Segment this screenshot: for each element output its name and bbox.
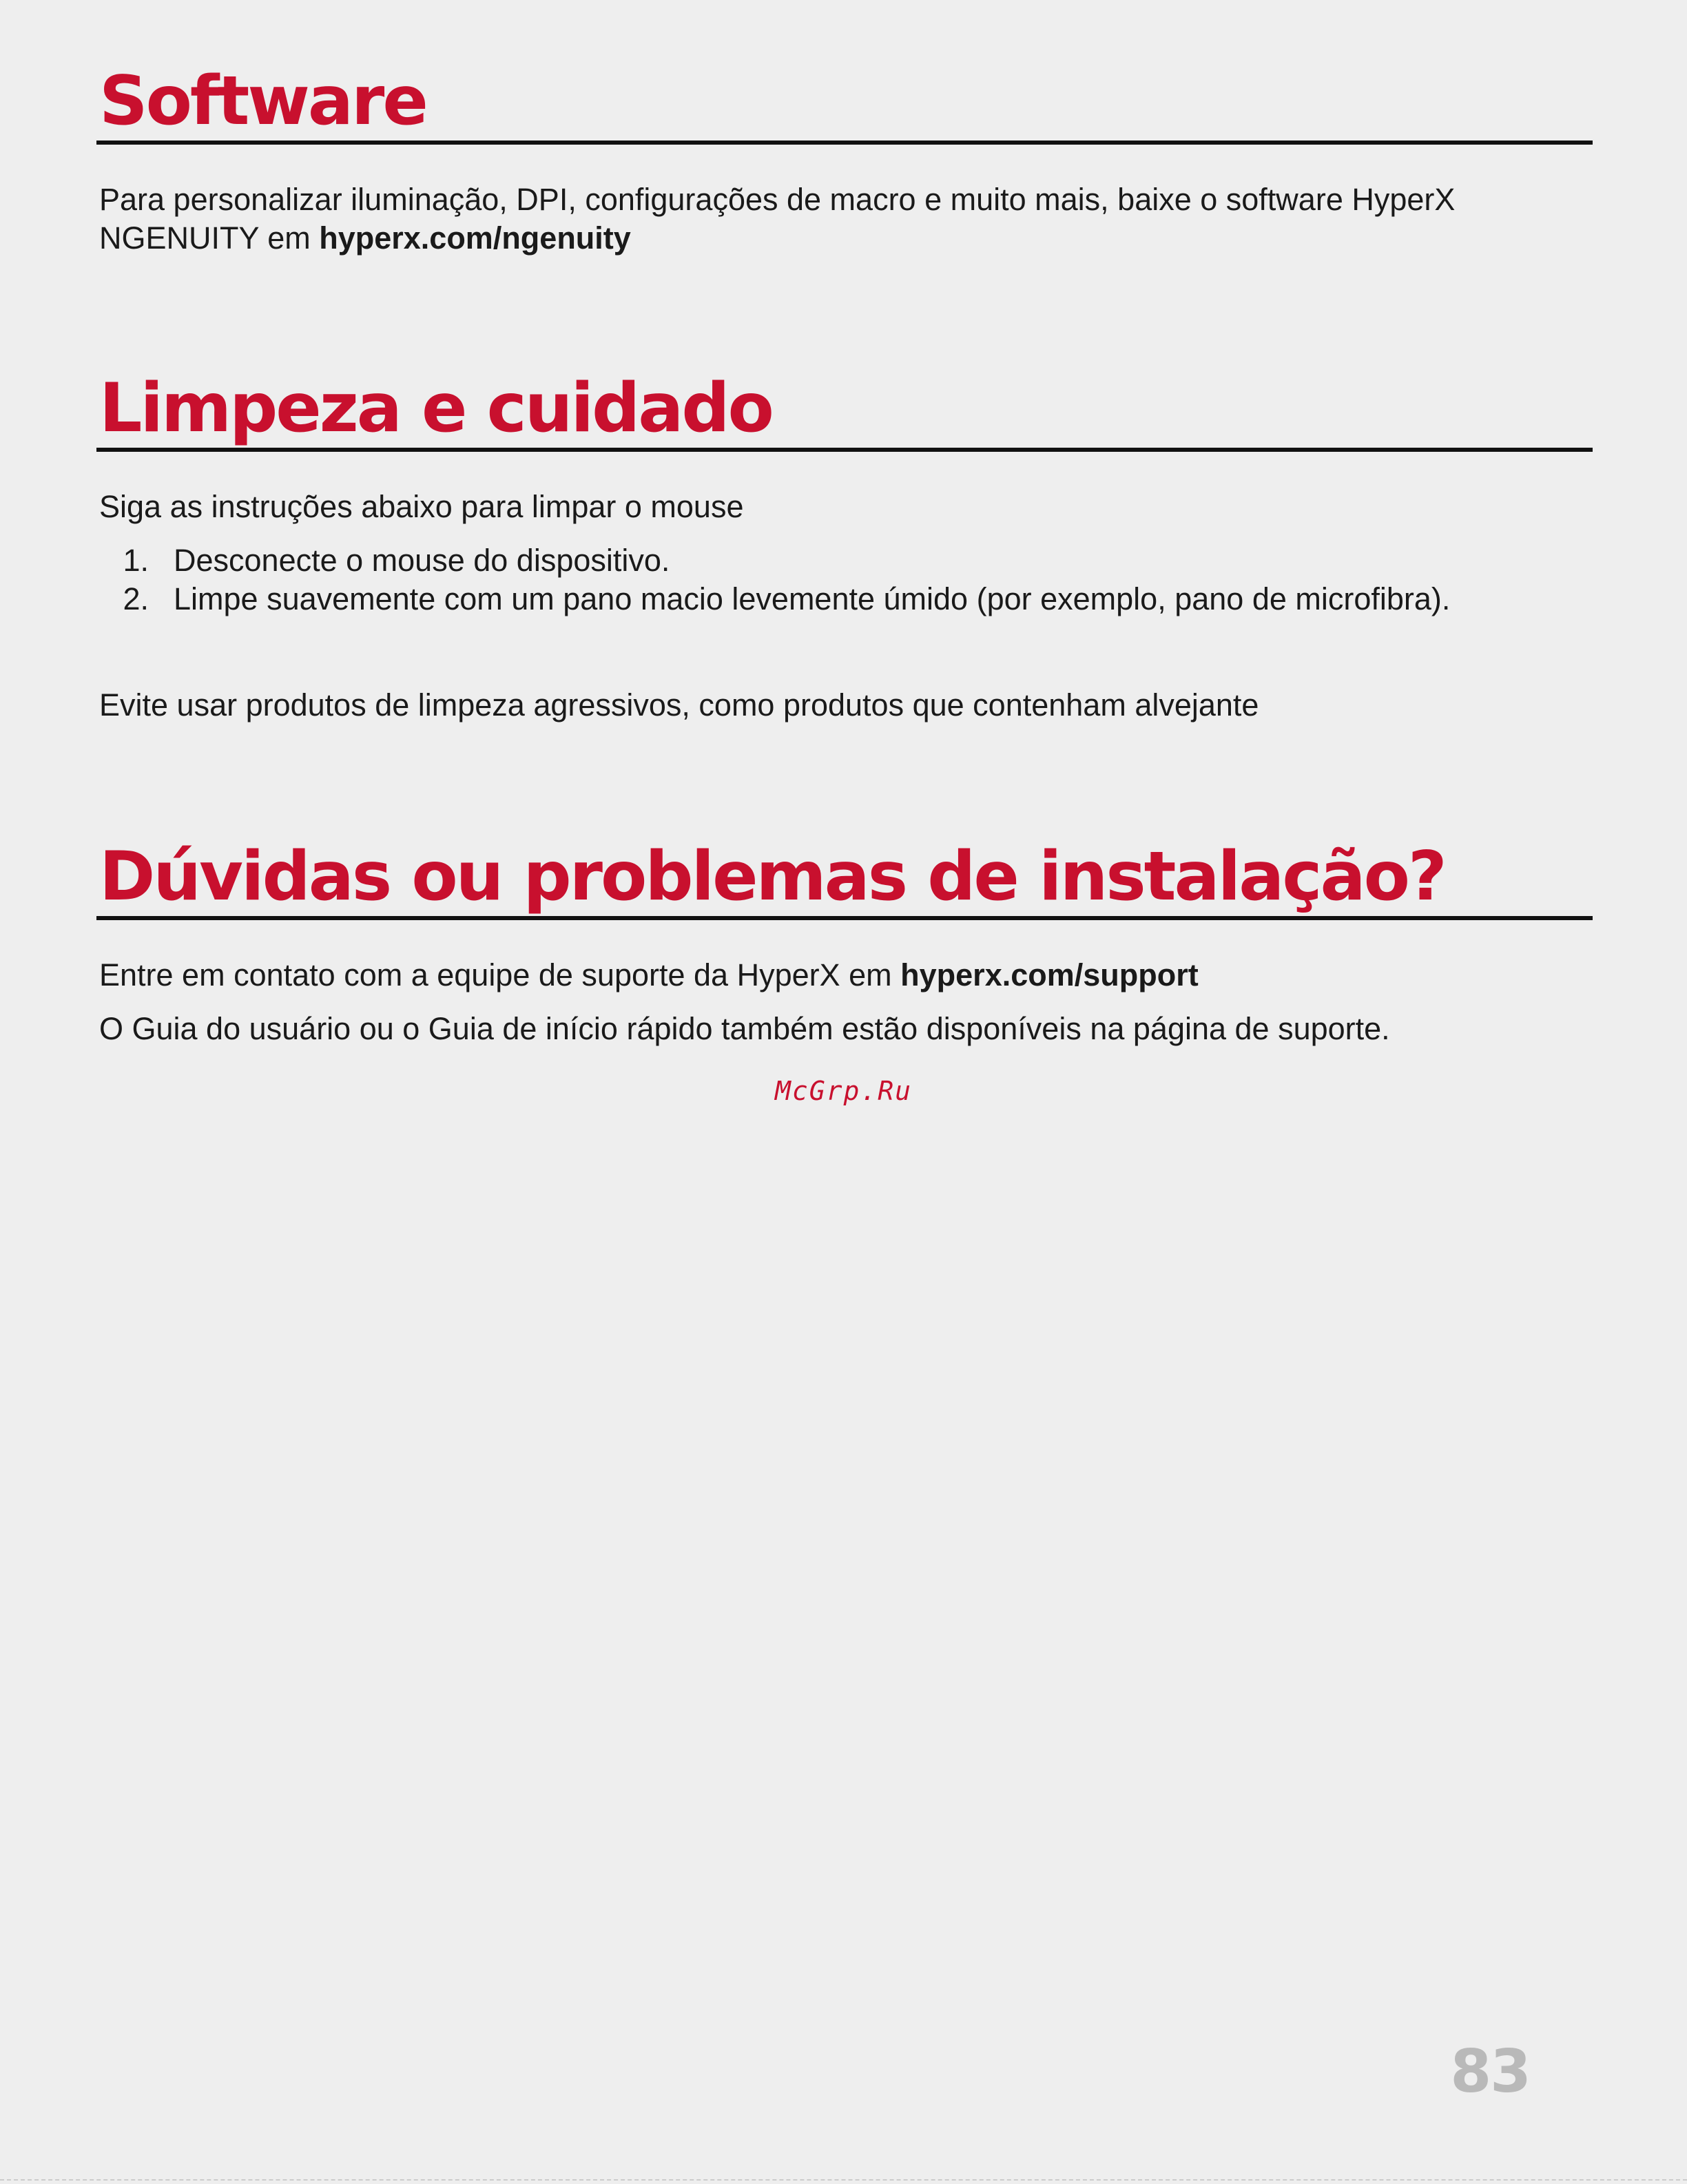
step-number: 2. <box>123 581 149 616</box>
step-text: Desconecte o mouse do dispositivo. <box>174 543 670 578</box>
cleaning-steps <box>96 541 1593 618</box>
cleaning-warning: Evite usar produtos de limpeza agressivos, como produtos que contenham alvejante <box>99 687 1259 722</box>
cleaning-section <box>96 369 1593 725</box>
software-text-line2: NGENUITY em <box>99 220 320 256</box>
step-text: Limpe suavemente com um pano macio levemente úmido (por exemplo, pano de microfibra). <box>174 581 1451 616</box>
support-divider <box>96 916 1593 920</box>
cleaning-divider <box>96 448 1593 452</box>
support-contact <box>96 956 1593 995</box>
support-contact-text: Entre em contato com a equipe de suporte da HyperX em <box>99 957 901 992</box>
software-divider <box>96 141 1593 145</box>
cleaning-heading: Limpeza e cuidado <box>99 369 772 448</box>
support-heading: Dúvidas ou problemas de instalação? <box>99 838 1445 916</box>
footer-divider <box>0 2179 1687 2184</box>
list-item <box>96 541 1593 580</box>
software-section <box>96 62 1593 258</box>
support-section <box>96 838 1593 1048</box>
step-number: 1. <box>123 543 149 578</box>
watermark: McGrp.Ru <box>774 1076 913 1106</box>
software-text <box>96 180 1593 258</box>
cleaning-intro: Siga as instruções abaixo para limpar o mouse <box>99 489 744 524</box>
software-text-line1: Para personalizar iluminação, DPI, configurações de macro e muito mais, baixe o software HyperX <box>99 182 1456 217</box>
support-guide: O Guia do usuário ou o Guia de início rápido também estão disponíveis na página de suporte. <box>99 1011 1390 1046</box>
page-number: 83 <box>1450 2037 1530 2106</box>
software-heading: Software <box>99 62 426 141</box>
ngenuity-link[interactable]: hyperx.com/ngenuity <box>319 220 631 256</box>
support-link[interactable]: hyperx.com/support <box>900 957 1199 992</box>
list-item <box>96 580 1593 618</box>
